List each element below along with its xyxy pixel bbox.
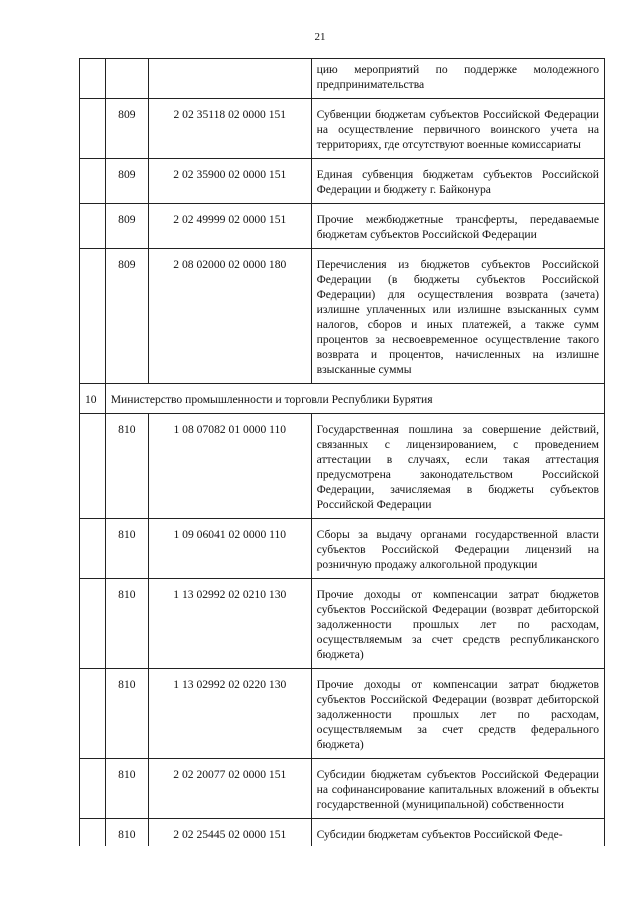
revenue-name-cell: Государственная пошлина за совершение действий, связанных с лицензированием, с проведением аттестации в случаях, если такая аттестация предусмотрена законодательством Российской Федерации, зачисляемая в бюджеты субъектов Российской Федерации: [311, 414, 604, 519]
table-row: [80, 669, 605, 759]
revenue-code-cell: 1 08 07082 01 0000 110: [148, 414, 311, 519]
table-row: [80, 519, 605, 579]
section-title-cell: Министерство промышленности и торговли Республики Бурятия: [105, 384, 604, 414]
revenue-code-cell: 2 02 35900 02 0000 151: [148, 159, 311, 204]
table-row: [80, 819, 605, 847]
revenue-name-cell: Субсидии бюджетам субъектов Российской Федерации на софинансирование капитальных вложений в объекты государственной (муниципальной) собственности: [311, 759, 604, 819]
revenue-name-cell: Субсидии бюджетам субъектов Российской Феде-: [311, 819, 604, 847]
row-number-cell: [80, 669, 106, 759]
page-number: 21: [314, 31, 326, 43]
revenue-code-cell: 1 13 02992 02 0220 130: [148, 669, 311, 759]
revenue-code-cell: 2 02 25445 02 0000 151: [148, 819, 311, 847]
table-row: [80, 204, 605, 249]
revenue-code-cell: 2 02 20077 02 0000 151: [148, 759, 311, 819]
table-row: [80, 99, 605, 159]
admin-code-cell: 809: [105, 204, 148, 249]
table-row: [80, 414, 605, 519]
section-row: [80, 384, 605, 414]
admin-code-cell: 810: [105, 669, 148, 759]
admin-code-cell: 809: [105, 159, 148, 204]
row-number-cell: [80, 819, 106, 847]
revenue-codes-table: [79, 58, 605, 846]
row-number-cell: [80, 414, 106, 519]
revenue-code-cell: 1 09 06041 02 0000 110: [148, 519, 311, 579]
row-number-cell: [80, 204, 106, 249]
row-number-cell: [80, 759, 106, 819]
revenue-name-cell: Прочие доходы от компенсации затрат бюджетов субъектов Российской Федерации (возврат дебиторской задолженности прошлых лет по расходам, осуществляемым за счет средств федерального бюджета): [311, 669, 604, 759]
table-row: [80, 249, 605, 384]
row-number-cell: [80, 59, 106, 99]
table-row: [80, 159, 605, 204]
admin-code-cell: 810: [105, 579, 148, 669]
row-number-cell: [80, 579, 106, 669]
revenue-code-cell: 2 02 49999 02 0000 151: [148, 204, 311, 249]
admin-code-cell: 810: [105, 519, 148, 579]
revenue-name-cell: цию мероприятий по поддержке молодежного предпринимательства: [311, 59, 604, 99]
row-number-cell: [80, 159, 106, 204]
revenue-name-cell: Субвенции бюджетам субъектов Российской Федерации на осуществление первичного воинского учета на территориях, где отсутствуют военные комиссариаты: [311, 99, 604, 159]
revenue-code-cell: [148, 59, 311, 99]
revenue-name-cell: Прочие доходы от компенсации затрат бюджетов субъектов Российской Федерации (возврат дебиторской задолженности прошлых лет по расходам, осуществляемым за счет средств республиканского бюджета): [311, 579, 604, 669]
table-row: [80, 759, 605, 819]
table-row: [80, 59, 605, 99]
row-number-cell: [80, 249, 106, 384]
revenue-name-cell: Прочие межбюджетные трансферты, передаваемые бюджетам субъектов Российской Федерации: [311, 204, 604, 249]
revenue-name-cell: Перечисления из бюджетов субъектов Российской Федерации (в бюджеты субъектов Российской Федерации) для осуществления возврата (зачета) излишне уплаченных или излишне взысканных сумм налогов, сборов и иных платежей, а также сумм процентов за несвоевременное осуществление такого возврата и процентов, начисленных на излишне взысканные суммы: [311, 249, 604, 384]
revenue-code-cell: 2 02 35118 02 0000 151: [148, 99, 311, 159]
row-number-cell: [80, 519, 106, 579]
revenue-name-cell: Единая субвенция бюджетам субъектов Российской Федерации и бюджету г. Байконура: [311, 159, 604, 204]
admin-code-cell: 810: [105, 819, 148, 847]
admin-code-cell: 810: [105, 759, 148, 819]
admin-code-cell: [105, 59, 148, 99]
revenue-code-cell: 2 08 02000 02 0000 180: [148, 249, 311, 384]
revenue-code-cell: 1 13 02992 02 0210 130: [148, 579, 311, 669]
admin-code-cell: 809: [105, 249, 148, 384]
revenue-name-cell: Сборы за выдачу органами государственной власти субъектов Российской Федерации лицензий на розничную продажу алкогольной продукции: [311, 519, 604, 579]
section-number-cell: 10: [80, 384, 106, 414]
admin-code-cell: 810: [105, 414, 148, 519]
row-number-cell: [80, 99, 106, 159]
admin-code-cell: 809: [105, 99, 148, 159]
table-row: [80, 579, 605, 669]
